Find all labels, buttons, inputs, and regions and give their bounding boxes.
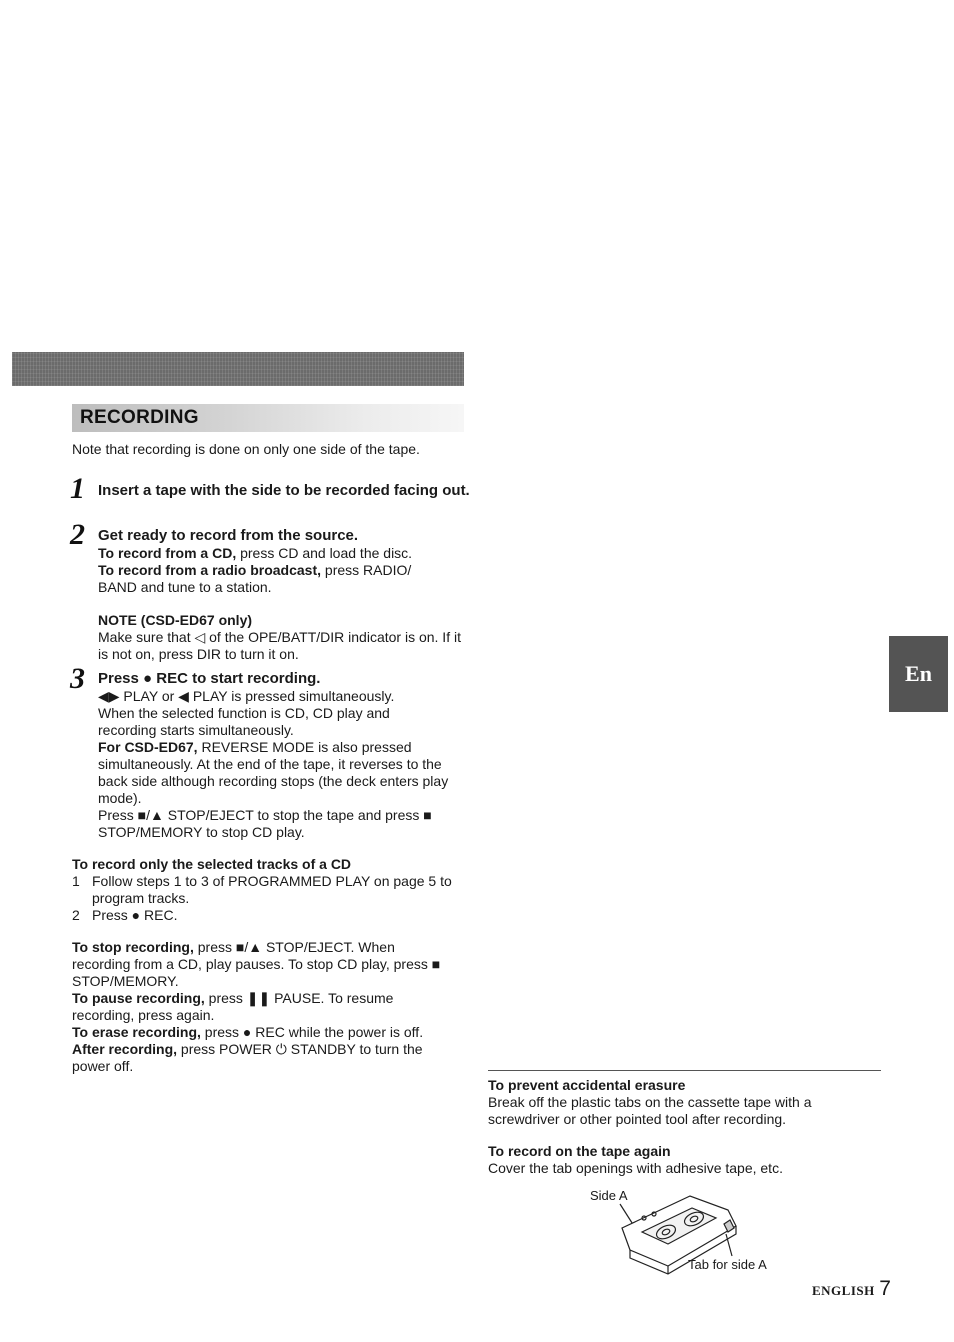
list-item: 1 Follow steps 1 to 3 of PROGRAMMED PLAY on page 5 to program tracks. bbox=[72, 873, 452, 906]
side-a-label: Side A bbox=[590, 1188, 628, 1203]
numbered-list bbox=[72, 873, 462, 924]
step-number: 1 bbox=[70, 472, 85, 505]
divider bbox=[488, 1070, 881, 1071]
erasure-heading: To prevent accidental erasure bbox=[488, 1077, 686, 1093]
language-tab bbox=[889, 636, 948, 712]
page-footer bbox=[812, 1277, 891, 1301]
tab-label: Tab for side A bbox=[688, 1257, 767, 1272]
step-paragraph: ◀▶ PLAY or ◀ PLAY is pressed simultaneously. When the selected function is CD, CD play and recording starts simultaneously. bbox=[98, 688, 395, 738]
tip-line: To stop recording, press ■/▲ STOP/EJECT. When recording from a CD, play pauses. To stop CD play, press ■ STOP/MEMORY. bbox=[72, 939, 441, 989]
step-paragraph: For CSD-ED67, REVERSE MODE is also pressed simultaneously. At the end of the tape, it reverses to the back side although recording stops (the deck enters play mode). bbox=[98, 739, 449, 806]
record-again-text: Cover the tab openings with adhesive tape, etc. bbox=[488, 1160, 783, 1176]
instruction-line: To record from a CD, press CD and load the disc. bbox=[98, 545, 413, 561]
step-number: 3 bbox=[70, 662, 85, 695]
step-heading: Get ready to record from the source. bbox=[98, 527, 359, 544]
intro-text: Note that recording is done on only one side of the tape. bbox=[72, 441, 420, 457]
language-tab-label: En bbox=[905, 661, 932, 686]
step-body bbox=[98, 688, 464, 841]
note-title: NOTE (CSD-ED67 only) bbox=[98, 612, 253, 628]
tip-line: To erase recording, press ● REC while the power is off. bbox=[72, 1024, 424, 1040]
tip-line: To pause recording, press ❚❚ PAUSE. To resume recording, press again. bbox=[72, 990, 394, 1023]
footer-language: ENGLISH bbox=[812, 1283, 875, 1298]
list-item: 2 Press ● REC. bbox=[72, 907, 178, 923]
step-body bbox=[98, 545, 436, 596]
tip-line: After recording, press POWER ⏻ STANDBY to turn the power off. bbox=[72, 1041, 423, 1074]
erasure-text: Break off the plastic tabs on the cassette tape with a screwdriver or other pointed tool after recording. bbox=[488, 1094, 812, 1127]
cassette-tape-icon bbox=[610, 1188, 750, 1276]
step-heading: Press ● REC to start recording. bbox=[98, 670, 321, 687]
note-text: Make sure that ◁ of the OPE/BATT/DIR indicator is on. If it is not on, press DIR to turn it on. bbox=[98, 629, 461, 662]
record-again-heading: To record on the tape again bbox=[488, 1143, 671, 1159]
header-band bbox=[12, 352, 464, 386]
page-number: 7 bbox=[879, 1277, 891, 1300]
instruction-line: To record from a radio broadcast, press RADIO/ BAND and tune to a station. bbox=[98, 562, 412, 595]
section-title: RECORDING bbox=[80, 407, 199, 428]
step-number: 2 bbox=[70, 518, 85, 551]
subsection-heading: To record only the selected tracks of a CD bbox=[72, 856, 352, 872]
tips-block bbox=[72, 939, 456, 1075]
step-heading: Insert a tape with the side to be recorded facing out. bbox=[98, 482, 470, 499]
step-paragraph: Press ■/▲ STOP/EJECT to stop the tape and press ■ STOP/MEMORY to stop CD play. bbox=[98, 807, 432, 840]
